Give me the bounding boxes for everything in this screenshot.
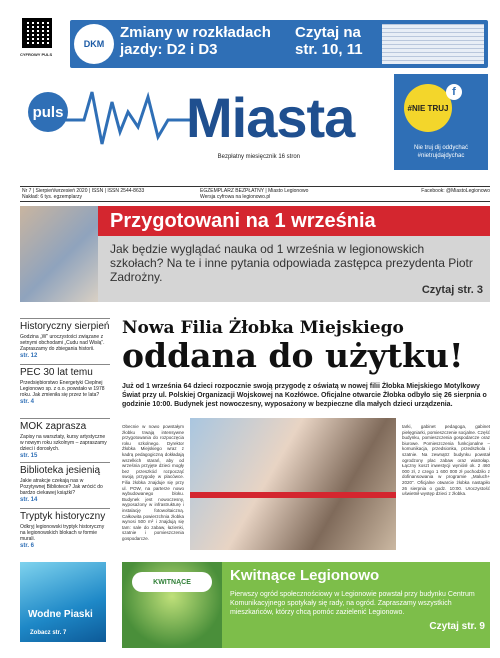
qr-label: CYFROWY PULS	[20, 52, 53, 57]
sidebar-text: Godzina „W” uroczystości związane z setnymi obchodami „Cudu nad Wisłą”. Zapraszamy do zbiegania historii.	[20, 334, 105, 352]
article-title-line2: oddana do użytku!	[122, 336, 464, 375]
kwitnace-title: Kwitnące Legionowo	[230, 567, 380, 584]
free-info	[200, 188, 340, 200]
sidebar-text: Jakie atrakcje czekają nas w Pozytywnej Bibliotece? Jak wrócić do bardzo ciekawej książki?	[20, 478, 103, 496]
ribbon-cutting-photo	[190, 418, 396, 550]
banner-headline: Zmiany w rozkładach jazdy: D2 i D3	[120, 24, 271, 58]
article-title-line1: Nowa Filia Żłobka Miejskiego	[122, 318, 404, 338]
print-run: Nakład: 6 tys. egzemplarzy	[22, 194, 83, 200]
ribbon	[190, 492, 396, 498]
kwitnace-badge: KWITNĄCE	[132, 572, 212, 592]
kwitnace-text: Pierwszy ogród społecznościowy w Legionowie powstał przy budynku Centrum Komunikacyjnego spotykały się rady, na ogród. Zapraszamy wszystkich mieszkańców, którzy chcą pomóc zazielenić Legionowo.	[230, 591, 475, 616]
sidebar-item[interactable]	[20, 318, 110, 359]
pulse-line-icon	[64, 82, 194, 152]
online-version[interactable]: Wersja cyfrowa na legionowo.pl	[200, 194, 271, 200]
promo-text: Nie truj dij oddychać #nietrujdajdychac	[413, 145, 469, 159]
nie-truj-badge: #NIE TRUJ	[404, 84, 452, 132]
sidebar-item[interactable]	[20, 418, 110, 459]
sidebar-title: Biblioteka jesienią	[20, 462, 110, 476]
sidebar-text: Odkryj legionowski tryptyk historyczny na legionowskich blokach w formie murali.	[20, 524, 105, 542]
hero-lede: Jak będzie wyglądać nauka od 1 września w legionowskich szkołach? Na te i inne pytania odpowiada zastępca prezydenta Piotr Zadrożny.	[110, 242, 473, 284]
sidebar-text: Przedsiębiorstwo Energetyki Cieplnej Legionowo sp. z o.o. powstało w 1978 roku. Jak zmieniła się przez te lata?	[20, 380, 105, 398]
sidebar-ref: str. 6	[20, 543, 35, 549]
sidebar-item[interactable]	[20, 364, 110, 405]
facebook-handle[interactable]: Facebook: @MiastoLegionowo	[421, 188, 490, 194]
banner-page-ref: Czytaj na str. 10, 11	[295, 24, 363, 58]
hero-page-ref[interactable]: Czytaj str. 3	[421, 284, 483, 296]
sidebar-title: Tryptyk historyczny	[20, 508, 110, 522]
sidebar-title: MOK zaprasza	[20, 418, 110, 432]
tagline: Bezpłatny miesięcznik 16 stron	[217, 154, 300, 160]
sidebar-title: PEC 30 lat temu	[20, 364, 110, 378]
sidebar-item[interactable]	[20, 462, 110, 503]
hero-photo	[20, 206, 98, 302]
hero-title: Przygotowani na 1 września	[110, 210, 376, 232]
issue-number: Nr 7 | Sierpień/wrzesień 2020 | ISSN | ISSN 2544-8633	[22, 188, 145, 194]
qr-code	[22, 18, 52, 48]
issue-info	[22, 188, 172, 200]
sidebar-ref: str. 4	[20, 399, 35, 405]
facebook-icon: f	[446, 84, 462, 100]
logo-miasta: Miasta	[186, 86, 355, 149]
article-column-3: tarki, gabinet pedagoga, gabinet pielęgniarki, pomieszczenie socjalne. Część budynku, pomieszczenia gospodarcze oraz biurowe. Pomieszczenia funkcjonalne – komunikacja, przedsionka, przedszkola i szatnie. Na zewnątrz budynku powstał ogrodzony plac zabaw oraz wiatrołap. Łączny koszt inwestycji wyniósł ok. 2 460 000 zł, z czego 1 600 000 zł pochodziło z dofinansowania w programie „Maluch+ 2020”. Oficjalne otwarcie żłobka nastąpiło 26 sierpnia o godz. 10:00. Uroczystość uświetnił występ dzieci z żłobka.	[402, 424, 490, 497]
logo-puls: puls	[28, 92, 68, 132]
pool-title: Wodne Piaski	[28, 609, 93, 620]
pool-page-ref: Zobacz str. 7	[30, 630, 67, 636]
sidebar-ref: str. 12	[20, 353, 38, 359]
sidebar-ref: str. 15	[20, 453, 38, 459]
dkm-logo: DKM	[74, 24, 114, 64]
kwitnace-page-ref[interactable]: Czytaj str. 9	[429, 621, 485, 632]
sidebar-ref: str. 14	[20, 497, 38, 503]
article-lede: Już od 1 września 64 dzieci rozpocznie swoją przygodę z oświatą w nowej filii Żłobka Miejskiego Motylkowy Świat przy ul. Polskiej Organizacji Wojskowej na Kozłówce. Oficjalne otwarcie Żłobka odbyło się 26 sierpnia o godzinie 10:00. Budynek jest nowoczesny, wyposażony w bezpieczne dla małych dzieci urządzenia.	[122, 383, 487, 408]
article-column-1: Obecnie w nowo powstałym żłobku trwają intensywne przygotowania do rozpoczęcia roku szkolnego. Dyrektor Żłobka Miejskiego wraz z kadrą pedagogiczną dokładają wszelkich starań, aby od września przyjęte dzieci mogły bez przeszkód rozpocząć swoją przygodę w placówce. Filia żłobka znajduje się przy ul. POW, na parterze nowo wybudowanego bloku. Budynek jest nowoczesny, wyposażony w infrastrukturę i instalację fotowoltaiczną. Całkowita powierzchnia żłobka wynosi 500 m² i znajdują się tam: sale do zabaw, łazienki, szatnie i pomieszczenia gospodarcze.	[122, 424, 184, 541]
sidebar-item[interactable]	[20, 508, 110, 549]
free-copy: EGZEMPLARZ BEZPŁATNY | Miasto Legionowo	[200, 188, 309, 194]
timetable-image	[382, 24, 484, 64]
sidebar-title: Historyczny sierpień	[20, 318, 110, 332]
sidebar-text: Zapisy na warsztaty, kursy artystyczne w nowym roku szkolnym – zapraszamy dzieci i dorosłych.	[20, 434, 107, 452]
